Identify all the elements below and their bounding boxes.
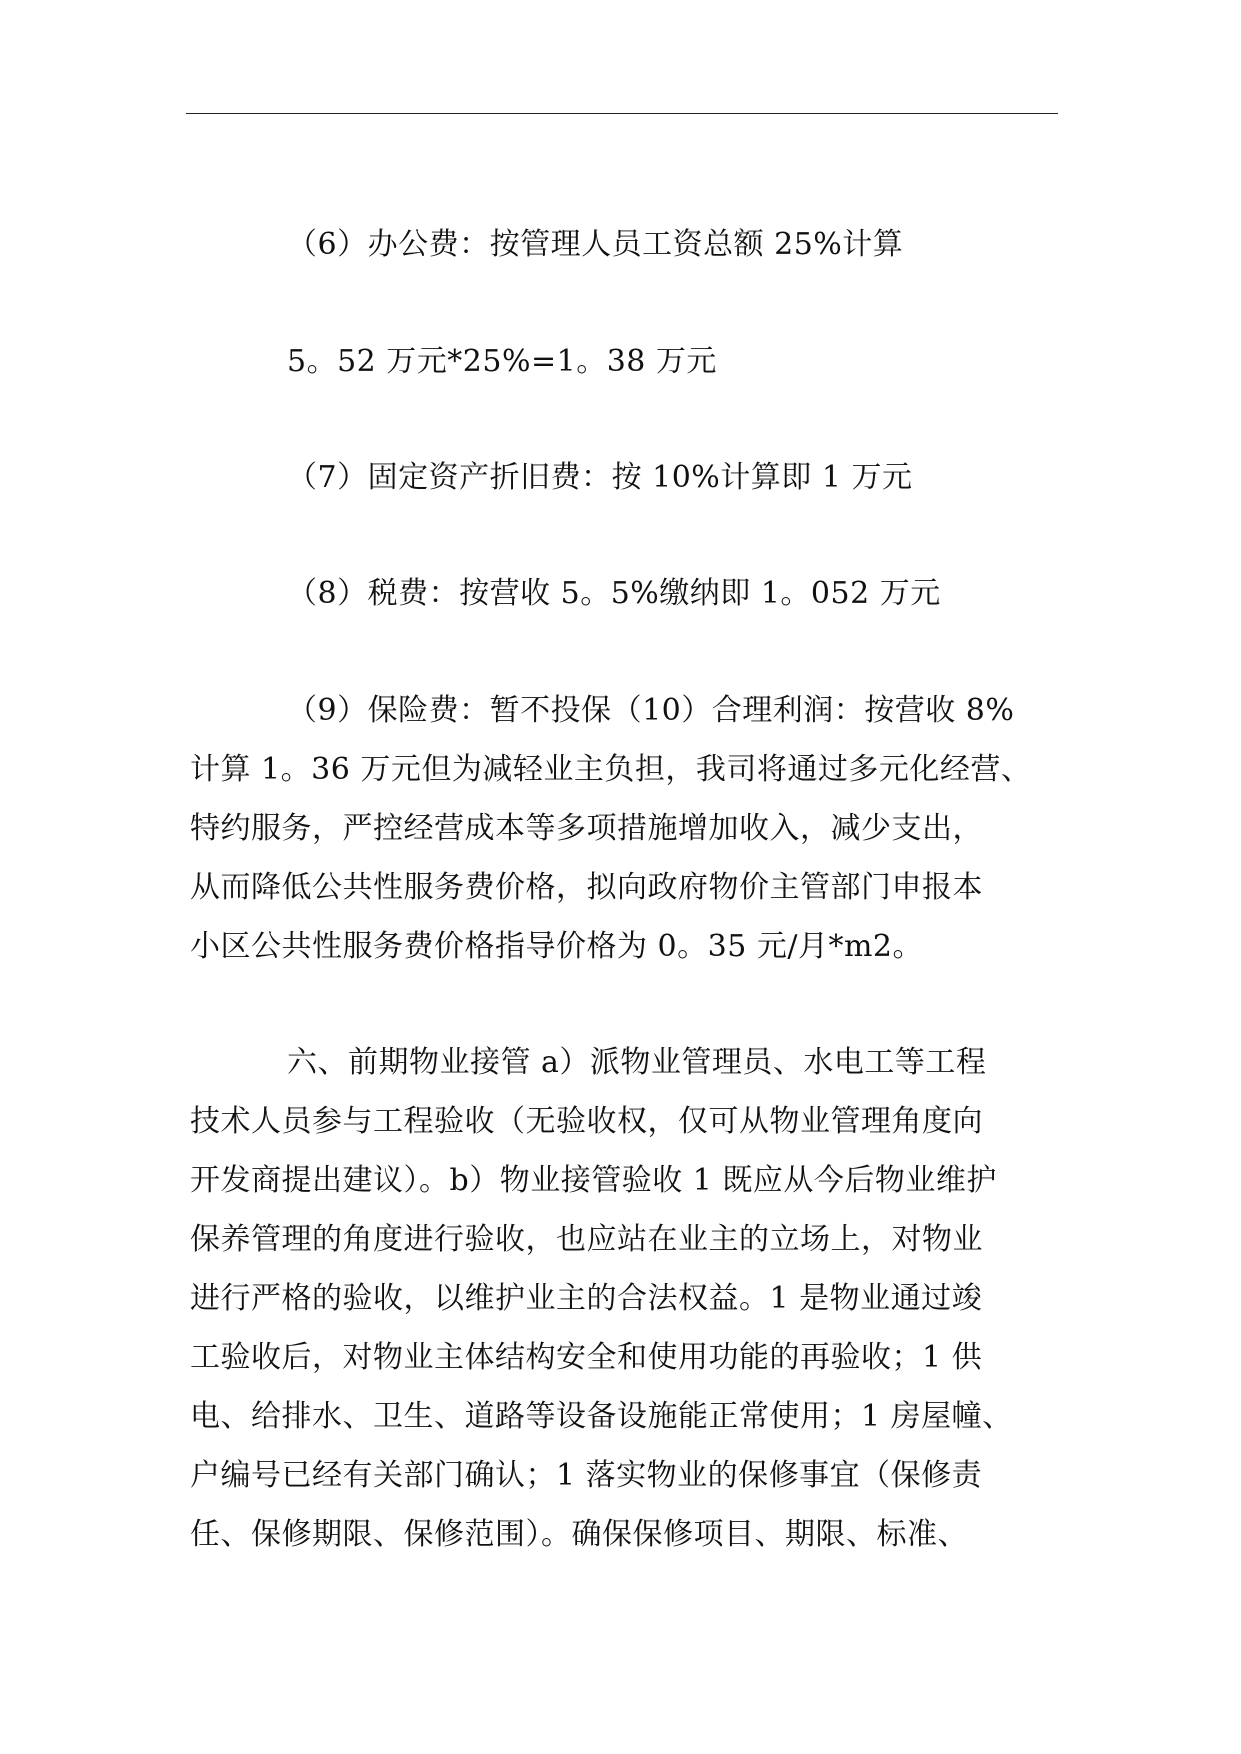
item-9-line-1: （9）保险费：暂不投保（10）合理利润：按营收 8% <box>287 693 1015 728</box>
item-9-line-4: 从而降低公共性服务费价格，拟向政府物价主管部门申报本 <box>190 870 983 905</box>
item-9-line-3: 特约服务，严控经营成本等多项措施增加收入，减少支出， <box>190 811 983 846</box>
section-6-line-3: 开发商提出建议）。b）物业接管验收 1 既应从今后物业维护 <box>190 1163 997 1198</box>
item-7-depreciation: （7）固定资产折旧费：按 10%计算即 1 万元 <box>287 460 913 495</box>
section-6-line-6: 工验收后，对物业主体结构安全和使用功能的再验收；1 供 <box>190 1340 983 1375</box>
section-6-line-5: 进行严格的验收，以维护业主的合法权益。1 是物业通过竣 <box>190 1281 983 1316</box>
section-6-line-2: 技术人员参与工程验收（无验收权，仅可从物业管理角度向 <box>190 1104 983 1139</box>
section-6-line-9: 任、保修期限、保修范围）。确保保修项目、期限、标准、 <box>190 1517 968 1552</box>
section-6-line-4: 保养管理的角度进行验收，也应站在业主的立场上，对物业 <box>190 1222 983 1257</box>
item-6-office-fee: （6）办公费：按管理人员工资总额 25%计算 <box>287 227 904 262</box>
header-rule <box>186 113 1058 114</box>
office-fee-calculation: 5。52 万元*25%=1。38 万元 <box>287 344 717 379</box>
item-8-tax: （8）税费：按营收 5。5%缴纳即 1。052 万元 <box>287 576 941 611</box>
section-6-line-1: 六、前期物业接管 a）派物业管理员、水电工等工程 <box>287 1045 987 1080</box>
item-9-line-5: 小区公共性服务费价格指导价格为 0。35 元/月*m2。 <box>190 929 923 964</box>
section-6-line-8: 户编号已经有关部门确认；1 落实物业的保修事宜（保修责 <box>190 1458 983 1493</box>
section-6-line-7: 电、给排水、卫生、道路等设备设施能正常使用；1 房屋幢、 <box>190 1399 1013 1434</box>
item-9-line-2: 计算 1。36 万元但为减轻业主负担，我司将通过多元化经营、 <box>190 752 1032 787</box>
